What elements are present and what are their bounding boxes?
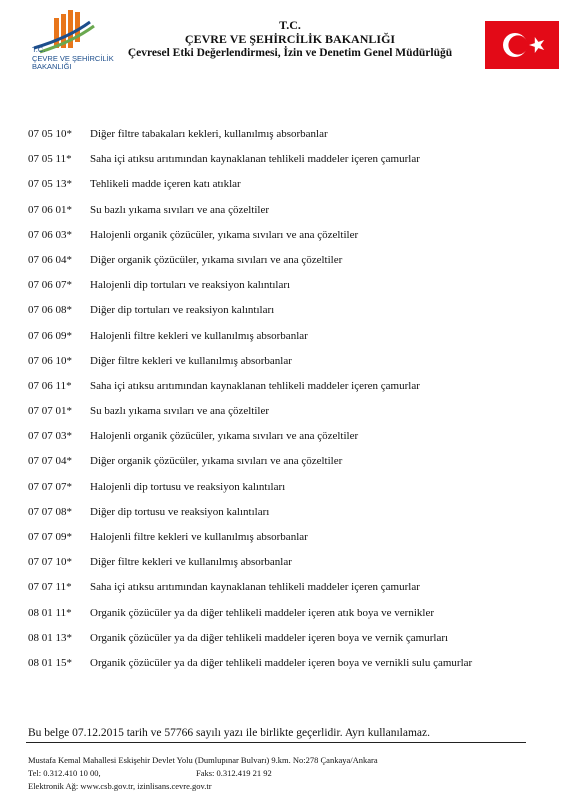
list-item <box>28 531 548 556</box>
list-item <box>28 355 548 380</box>
waste-description: Diğer dip tortuları ve reaksiyon kalıntıları <box>90 304 275 317</box>
list-item <box>28 455 548 480</box>
list-item <box>28 153 548 178</box>
waste-description: Diğer organik çözücüler, yıkama sıvıları ve ana çözeltiler <box>90 455 343 468</box>
logo-text-line: ÇEVRE VE ŞEHİRCİLİK <box>32 53 114 63</box>
waste-code: 07 05 13* <box>28 178 72 191</box>
waste-description: Saha içi atıksu arıtımından kaynaklanan tehlikeli maddeler içeren çamurlar <box>90 581 420 594</box>
footer-fax: Faks: 0.312.419 21 92 <box>196 768 272 778</box>
waste-code: 07 07 10* <box>28 556 72 569</box>
waste-description: Halojenli filtre kekleri ve kullanılmış absorbanlar <box>90 531 308 543</box>
waste-description: Halojenli organik çözücüler, yıkama sıvıları ve ana çözeltiler <box>90 228 359 241</box>
waste-description: Organik çözücüler ya da diğer tehlikeli maddeler içeren boya ve vernik çamurları <box>90 631 449 644</box>
waste-description: Organik çözücüler ya da diğer tehlikeli maddeler içeren boya ve vernikli sulu çamurlar <box>90 656 473 669</box>
footer-divider <box>26 742 526 743</box>
waste-description: Saha içi atıksu arıtımından kaynaklanan tehlikeli maddeler içeren çamurlar <box>90 379 420 392</box>
waste-code: 07 07 04* <box>28 455 72 468</box>
title-line-2: ÇEVRE VE ŞEHİRCİLİK BAKANLIĞI <box>184 32 396 46</box>
waste-code: 08 01 13* <box>28 631 72 644</box>
list-item <box>28 632 548 657</box>
waste-code: 07 06 01* <box>28 203 72 216</box>
logo-text <box>32 46 114 72</box>
waste-code-list <box>28 128 548 682</box>
waste-code: 07 06 09* <box>28 329 72 342</box>
footer-web: Elektronik Ağ: www.csb.gov.tr, izinlisans.cevre.gov.tr <box>28 781 212 791</box>
list-item <box>28 229 548 254</box>
turkish-flag-icon <box>485 21 559 69</box>
title-line-1: T.C. <box>279 18 301 32</box>
waste-code: 07 05 10* <box>28 128 72 140</box>
list-item <box>28 128 548 153</box>
waste-code: 07 07 07* <box>28 480 72 493</box>
waste-code: 08 01 15* <box>28 656 72 669</box>
list-item <box>28 556 548 581</box>
waste-code: 07 05 11* <box>28 153 72 166</box>
validity-note: Bu belge 07.12.2015 tarih ve 57766 sayılı yazı ile birlikte geçerlidir. Ayrı kullanılamaz. <box>28 727 430 739</box>
list-item <box>28 304 548 329</box>
waste-description: Halojenli filtre kekleri ve kullanılmış absorbanlar <box>90 329 308 342</box>
list-item <box>28 405 548 430</box>
list-item <box>28 254 548 279</box>
waste-description: Diğer filtre kekleri ve kullanılmış absorbanlar <box>90 354 292 367</box>
waste-code: 07 07 09* <box>28 531 72 543</box>
list-item <box>28 330 548 355</box>
waste-code: 08 01 11* <box>28 606 72 619</box>
waste-code: 07 06 11* <box>28 379 72 392</box>
list-item <box>28 481 548 506</box>
waste-description: Saha içi atıksu arıtımından kaynaklanan tehlikeli maddeler içeren çamurlar <box>90 153 420 166</box>
waste-description: Halojenli organik çözücüler, yıkama sıvıları ve ana çözeltiler <box>90 430 359 443</box>
list-item <box>28 607 548 632</box>
waste-description: Diğer dip tortusu ve reaksiyon kalıntıları <box>90 505 270 518</box>
waste-code: 07 07 01* <box>28 405 72 418</box>
footer-tel: Tel: 0.312.410 10 00, <box>28 768 101 778</box>
waste-description: Su bazlı yıkama sıvıları ve ana çözeltiler <box>90 203 269 216</box>
waste-description: Diğer filtre kekleri ve kullanılmış absorbanlar <box>90 556 292 569</box>
waste-description: Halojenli dip tortusu ve reaksiyon kalıntıları <box>90 480 286 493</box>
list-item <box>28 506 548 531</box>
list-item <box>28 279 548 304</box>
waste-description: Su bazlı yıkama sıvıları ve ana çözeltiler <box>90 405 269 418</box>
footer-address: Mustafa Kemal Mahallesi Eskişehir Devlet Yolu (Dumlupınar Bulvarı) 9.km. No:278 Çankaya/Ankara <box>28 755 378 765</box>
title-line-3: Çevresel Etki Değerlendirmesi, İzin ve Denetim Genel Müdürlüğü <box>127 47 453 59</box>
list-item <box>28 430 548 455</box>
waste-description: Diğer filtre tabakaları kekleri, kullanılmış absorbanlar <box>90 128 328 140</box>
waste-description: Tehlikeli madde içeren katı atıklar <box>90 178 241 191</box>
footer <box>28 754 378 793</box>
list-item <box>28 657 548 682</box>
waste-code: 07 07 08* <box>28 505 72 518</box>
page-title <box>120 18 460 60</box>
list-item <box>28 204 548 229</box>
waste-code: 07 07 11* <box>28 581 72 594</box>
waste-code: 07 06 08* <box>28 304 72 317</box>
list-item <box>28 178 548 203</box>
waste-description: Diğer organik çözücüler, yıkama sıvıları ve ana çözeltiler <box>90 253 343 266</box>
waste-code: 07 06 10* <box>28 354 72 367</box>
list-item <box>28 380 548 405</box>
logo-text-line: BAKANLIĞI <box>32 62 72 71</box>
waste-code: 07 06 04* <box>28 253 72 266</box>
footer-contact <box>28 767 378 780</box>
waste-description: Organik çözücüler ya da diğer tehlikeli maddeler içeren atık boya ve vernikler <box>90 606 435 619</box>
list-item <box>28 581 548 606</box>
waste-code: 07 06 07* <box>28 279 72 292</box>
waste-code: 07 07 03* <box>28 430 72 443</box>
waste-code: 07 06 03* <box>28 228 72 241</box>
logo-text-line: T.C. <box>32 45 46 54</box>
waste-description: Halojenli dip tortuları ve reaksiyon kalıntıları <box>90 279 291 292</box>
